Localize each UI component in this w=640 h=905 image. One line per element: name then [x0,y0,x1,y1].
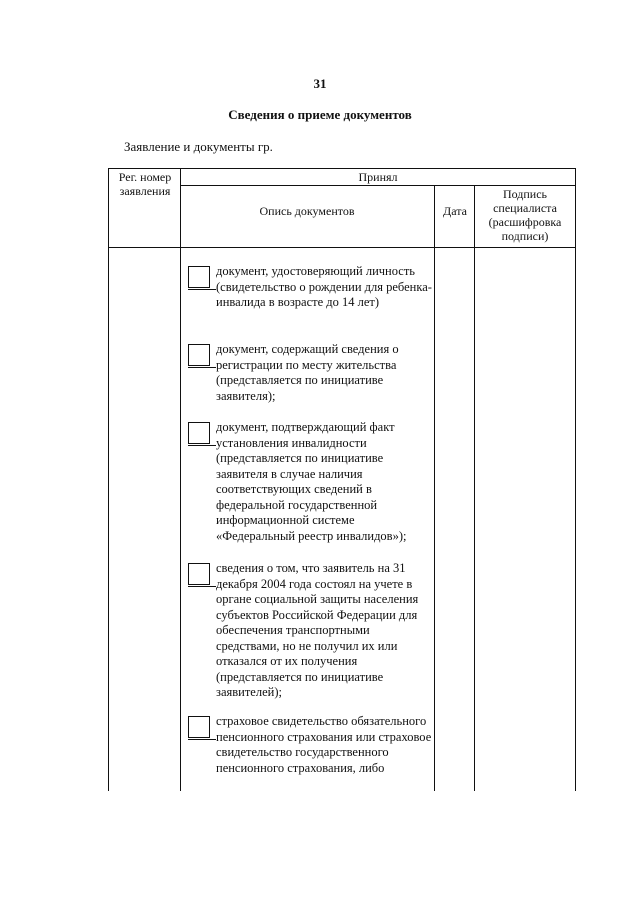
intro-text: Заявление и документы гр. [124,139,273,154]
page-title: Сведения о приеме документов [228,107,412,122]
document-checkbox[interactable] [188,716,210,738]
document-text: документ, подтверждающий факт установления инвалидности (представляется по инициативе заявителя в случае наличия соответствующих сведений в федеральной государственной информационной системе «Федеральный реестр инвалидов»); [216,420,407,543]
document-text: страховое свидетельство обязательного пенсионного страхования или страховое свидетельство государственного пенсионного страхования, либо [216,714,432,775]
page-number: 31 [313,76,327,91]
document-text: сведения о том, что заявитель на 31 декабря 2004 года состоял на учете в органе социальной защиты населения субъектов Российской Федерации для обеспечения транспортными средствами, но не получил их или отказался от их получения (представляется по инициативе заявителей); [216,561,419,699]
header-accepted: Принял [358,170,398,184]
divider-header-row [108,247,575,248]
document-checkbox[interactable] [188,563,210,585]
divider-date-column [434,185,435,791]
document-text: документ, удостоверяющий личность (свидетельство о рождении для ребенка-инвалида в возрасте до 14 лет) [216,264,432,309]
header-reg-number: Рег. номер заявления [118,170,172,198]
divider-reg-column [180,168,181,791]
divider-signature-column [474,185,475,791]
header-date: Дата [443,204,467,218]
divider-accepted-row [180,185,575,186]
document-checkbox[interactable] [188,344,210,366]
header-inventory: Опись документов [259,204,355,218]
document-text: документ, содержащий сведения о регистрации по месту жительства (представляется по инициативе заявителя); [216,342,399,403]
header-signature: Подпись специалиста (расшифровка подписи) [488,187,562,243]
document-checkbox[interactable] [188,422,210,444]
document-checkbox[interactable] [188,266,210,288]
